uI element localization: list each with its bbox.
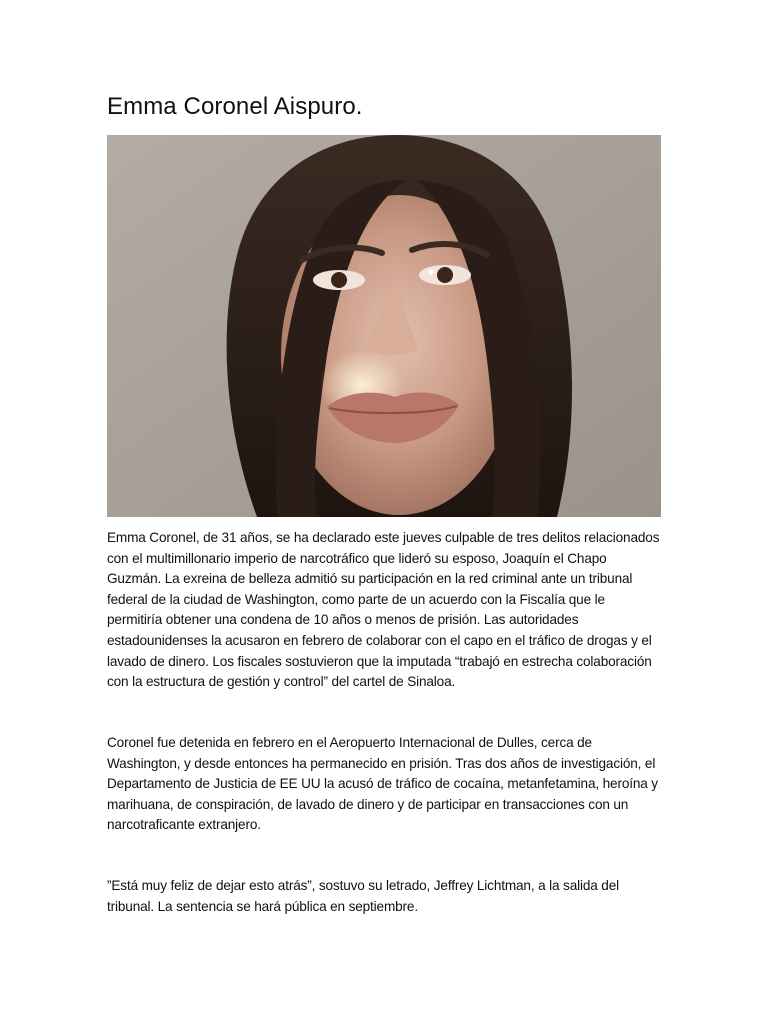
paragraph-2: Coronel fue detenida en febrero en el Aeropuerto Internacional de Dulles, cerca de Washington, y desde entonces ha permanecido en prisión. Tras dos años de investigación, el Departamento de Justicia de EE UU la acusó de tráfico de cocaína, metanfetamina, heroína y marihuana, de conspiración, de lavado de dinero y de participar en transacciones con un narcotraficante extranjero. xyxy=(107,735,658,833)
paragraph-3: ”Está muy feliz de dejar esto atrás”, sostuvo su letrado, Jeffrey Lichtman, a la salida del tribunal. La sentencia se hará pública en septiembre. xyxy=(107,878,619,914)
paragraph-1: Emma Coronel, de 31 años, se ha declarado este jueves culpable de tres delitos relacionados con el multimillonario imperio de narcotráfico que lideró su esposo, Joaquín el Chapo Guzmán. La exreina de belleza admitió su participación en la red criminal ante un tribunal federal de la ciudad de Washington, como parte de un acuerdo con la Fiscalía que le permitiría obtener una condena de 10 años o menos de prisión. Las autoridades estadounidenses la acusaron en febrero de colaborar con el capo en el tráfico de drogas y el lavado de dinero. Los fiscales sostuvieron que la imputada “trabajó en estrecha colaboración con la estructura de gestión y control” del cartel de Sinaloa. xyxy=(107,530,660,690)
page-title: Emma Coronel Aispuro. xyxy=(107,93,363,120)
portrait-photo xyxy=(107,135,661,517)
